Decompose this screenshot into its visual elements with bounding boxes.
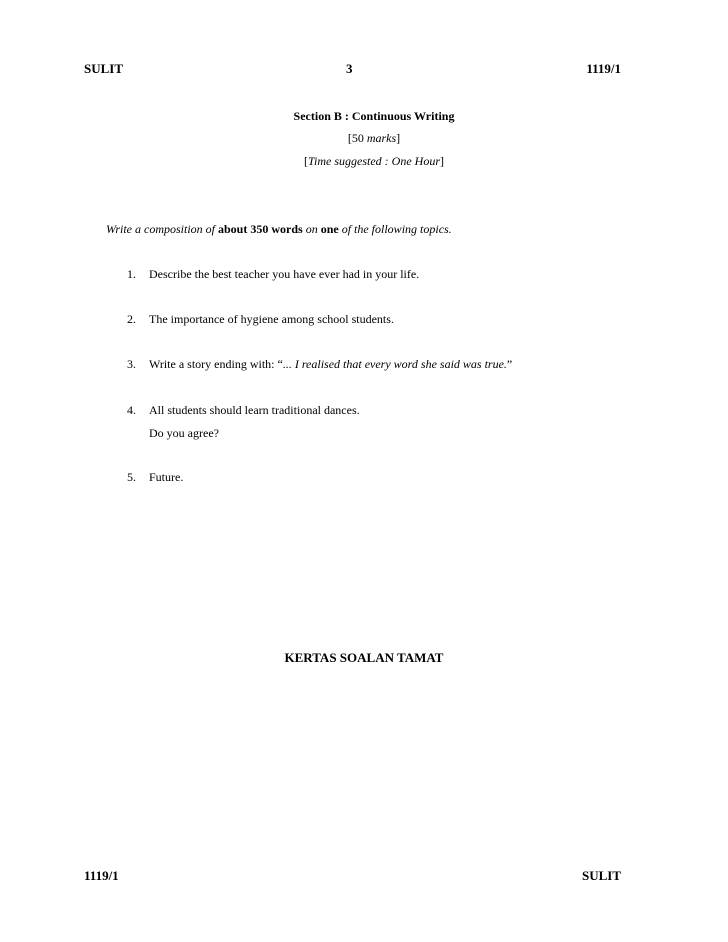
instruction-part2: about 350 words [218, 222, 303, 236]
header-right-code: 1119/1 [586, 61, 621, 76]
question-1-text: Describe the best teacher you have ever had in your life. [149, 267, 420, 281]
instruction-part4: one [320, 222, 339, 236]
instruction-text [106, 222, 452, 237]
section-title: Section B : Continuous Writing [293, 109, 455, 123]
question-3-plain: Write a story ending with: “ [149, 357, 283, 371]
footer-right-label: SULIT [581, 868, 621, 883]
time-open: [ [304, 154, 308, 168]
header-left-label: SULIT [84, 61, 124, 76]
question-3-close: ” [506, 357, 513, 371]
question-2-number: 2. [127, 312, 136, 326]
question-1-number: 1. [127, 267, 136, 281]
instruction-part5: of the following topics. [338, 222, 452, 236]
question-3-text [149, 357, 512, 372]
instruction-part3: on [302, 222, 321, 236]
question-5-number: 5. [127, 470, 136, 484]
marks-close: ] [396, 131, 401, 145]
question-3-quote: ... I realised that every word she said was true. [282, 357, 507, 371]
question-4-subtext: Do you agree? [149, 426, 219, 440]
footer-left-code: 1119/1 [84, 868, 119, 883]
marks-open: [50 [347, 131, 367, 145]
marks-word: marks [366, 131, 397, 145]
page-number: 3 [346, 61, 353, 76]
question-4-text: All students should learn traditional dances. [149, 403, 360, 417]
instruction-part1: Write a composition of [106, 222, 218, 236]
end-of-paper-marker: KERTAS SOALAN TAMAT [284, 650, 444, 665]
section-marks [0, 131, 728, 146]
question-3-number: 3. [127, 357, 136, 371]
section-time [0, 154, 728, 169]
question-4-number: 4. [127, 403, 136, 417]
question-5-text: Future. [149, 470, 184, 484]
question-2-text: The importance of hygiene among school students. [149, 312, 394, 326]
time-text: Time suggested : One Hour [308, 154, 440, 168]
time-close: ] [440, 154, 444, 168]
